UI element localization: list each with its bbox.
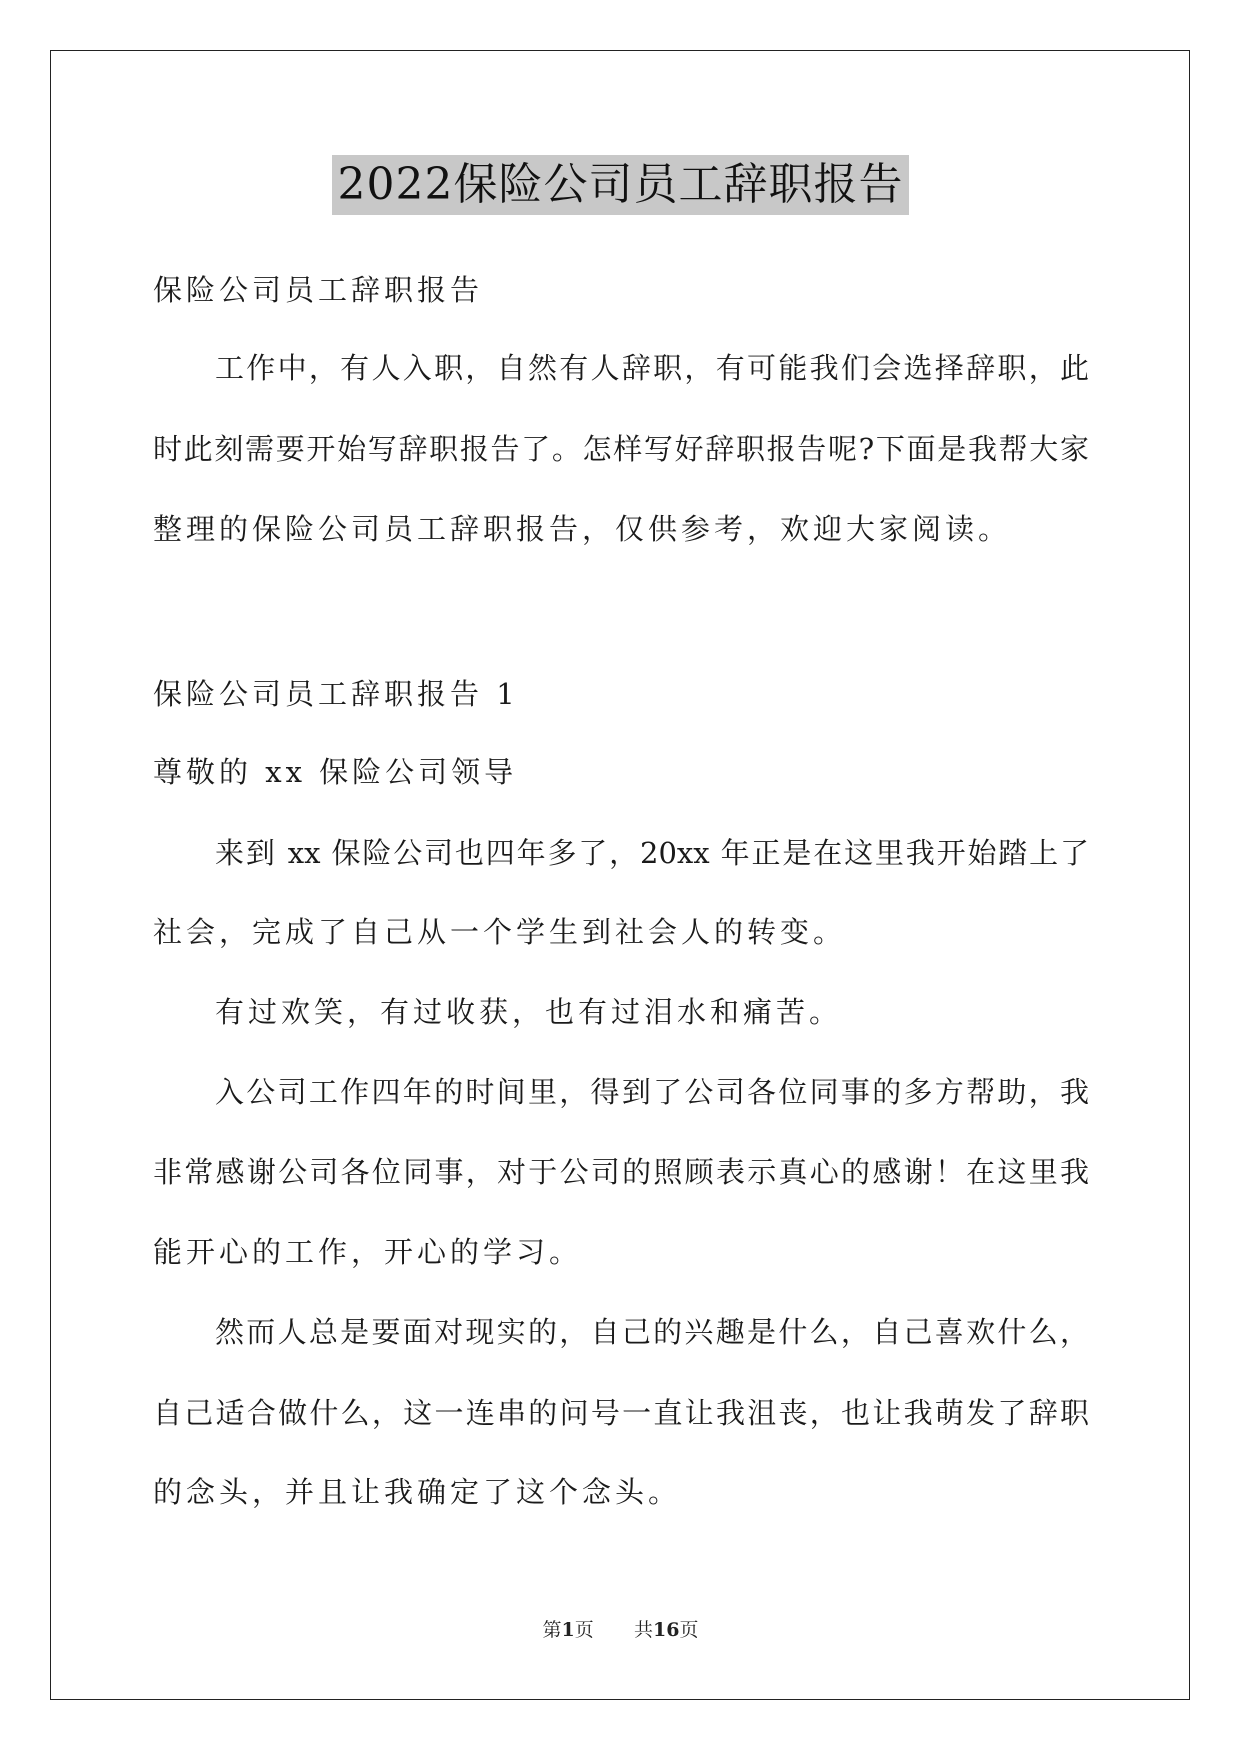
salutation: 尊敬的 xx 保险公司领导 <box>153 755 518 789</box>
paragraph-line: 时此刻需要开始写辞职报告了。怎样写好辞职报告呢?下面是我帮大家 <box>153 432 1089 466</box>
paragraph-line: 非常感谢公司各位同事，对于公司的照顾表示真心的感谢！在这里我 <box>153 1155 1089 1189</box>
paragraph-line: 入公司工作四年的时间里，得到了公司各位同事的多方帮助，我 <box>215 1075 1089 1109</box>
paragraph-line: 自己适合做什么，这一连串的问号一直让我沮丧，也让我萌发了辞职 <box>153 1396 1089 1430</box>
subtitle: 保险公司员工辞职报告 <box>153 273 484 307</box>
paragraph-line: 来到 xx 保险公司也四年多了，20xx 年正是在这里我开始踏上了 <box>215 836 1089 870</box>
paragraph-line: 能开心的工作，开心的学习。 <box>153 1235 583 1269</box>
paragraph-line: 然而人总是要面对现实的，自己的兴趣是什么，自己喜欢什么， <box>215 1315 1089 1349</box>
page-number-label: 第1页 <box>542 1619 594 1641</box>
paragraph-line: 有过欢笑，有过收获，也有过泪水和痛苦。 <box>215 995 843 1029</box>
title-container <box>0 155 1241 215</box>
document-title: 2022保险公司员工辞职报告 <box>332 155 910 215</box>
section-heading: 保险公司员工辞职报告 1 <box>153 677 519 711</box>
paragraph-line: 工作中，有人入职，自然有人辞职，有可能我们会选择辞职，此 <box>215 351 1089 385</box>
page-footer <box>0 1618 1241 1642</box>
total-pages-label: 共16页 <box>633 1619 699 1641</box>
paragraph-line: 整理的保险公司员工辞职报告，仅供参考，欢迎大家阅读。 <box>153 512 1012 546</box>
paragraph-line: 的念头，并且让我确定了这个念头。 <box>153 1475 682 1509</box>
paragraph-line: 社会，完成了自己从一个学生到社会人的转变。 <box>153 915 847 949</box>
